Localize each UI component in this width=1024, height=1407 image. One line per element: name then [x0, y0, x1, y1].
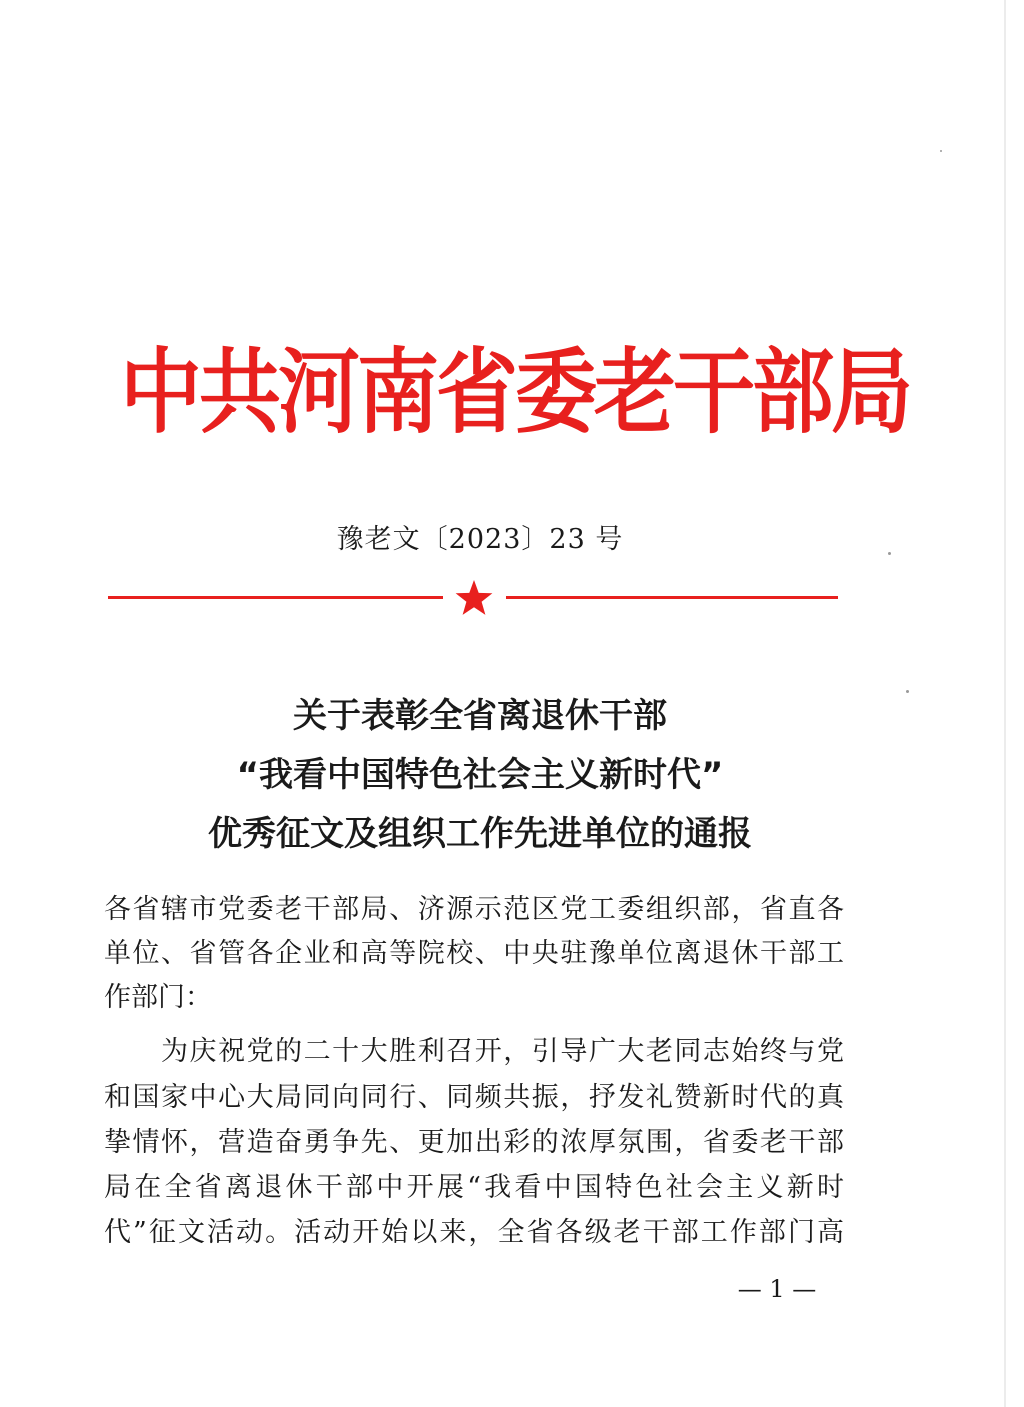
scan-speck: [888, 552, 891, 555]
scan-speck: [906, 690, 909, 693]
red-star-icon: [454, 578, 494, 618]
body-line-2: 单位、省管各企业和高等院校、中央驻豫单位离退休干部工: [104, 938, 844, 969]
body-line-1: 各省辖市党委老干部局、济源示范区党工委组织部，省直各: [104, 894, 844, 925]
body-line-8: 代”征文活动。活动开始以来，全省各级老干部工作部门高: [104, 1217, 844, 1248]
notice-title-line-3: 优秀征文及组织工作先进单位的通报: [208, 814, 752, 854]
red-divider: [108, 578, 838, 618]
body-line-4: 为庆祝党的二十大胜利召开，引导广大老同志始终与党: [104, 1036, 844, 1067]
scan-speck: [940, 150, 942, 152]
page-edge: [1004, 0, 1006, 1407]
issuing-organization-header: 中共河南省委老干部局: [120, 340, 911, 447]
body-line-3: 作部门：: [104, 982, 212, 1013]
body-line-5: 和国家中心大局同向同行、同频共振，抒发礼赞新时代的真: [104, 1082, 844, 1113]
body-line-7: 局在全省离退休干部中开展“我看中国特色社会主义新时: [104, 1172, 844, 1203]
notice-title-line-2: “我看中国特色社会主义新时代”: [236, 755, 724, 795]
divider-line-left: [108, 596, 443, 599]
notice-title-line-1: 关于表彰全省离退休干部: [293, 696, 667, 736]
document-number: 豫老文〔2023〕23 号: [336, 524, 624, 555]
body-line-6: 挚情怀，营造奋勇争先、更加出彩的浓厚氛围，省委老干部: [104, 1127, 844, 1158]
divider-line-right: [506, 596, 838, 599]
page-number: — 1 —: [737, 1275, 817, 1303]
